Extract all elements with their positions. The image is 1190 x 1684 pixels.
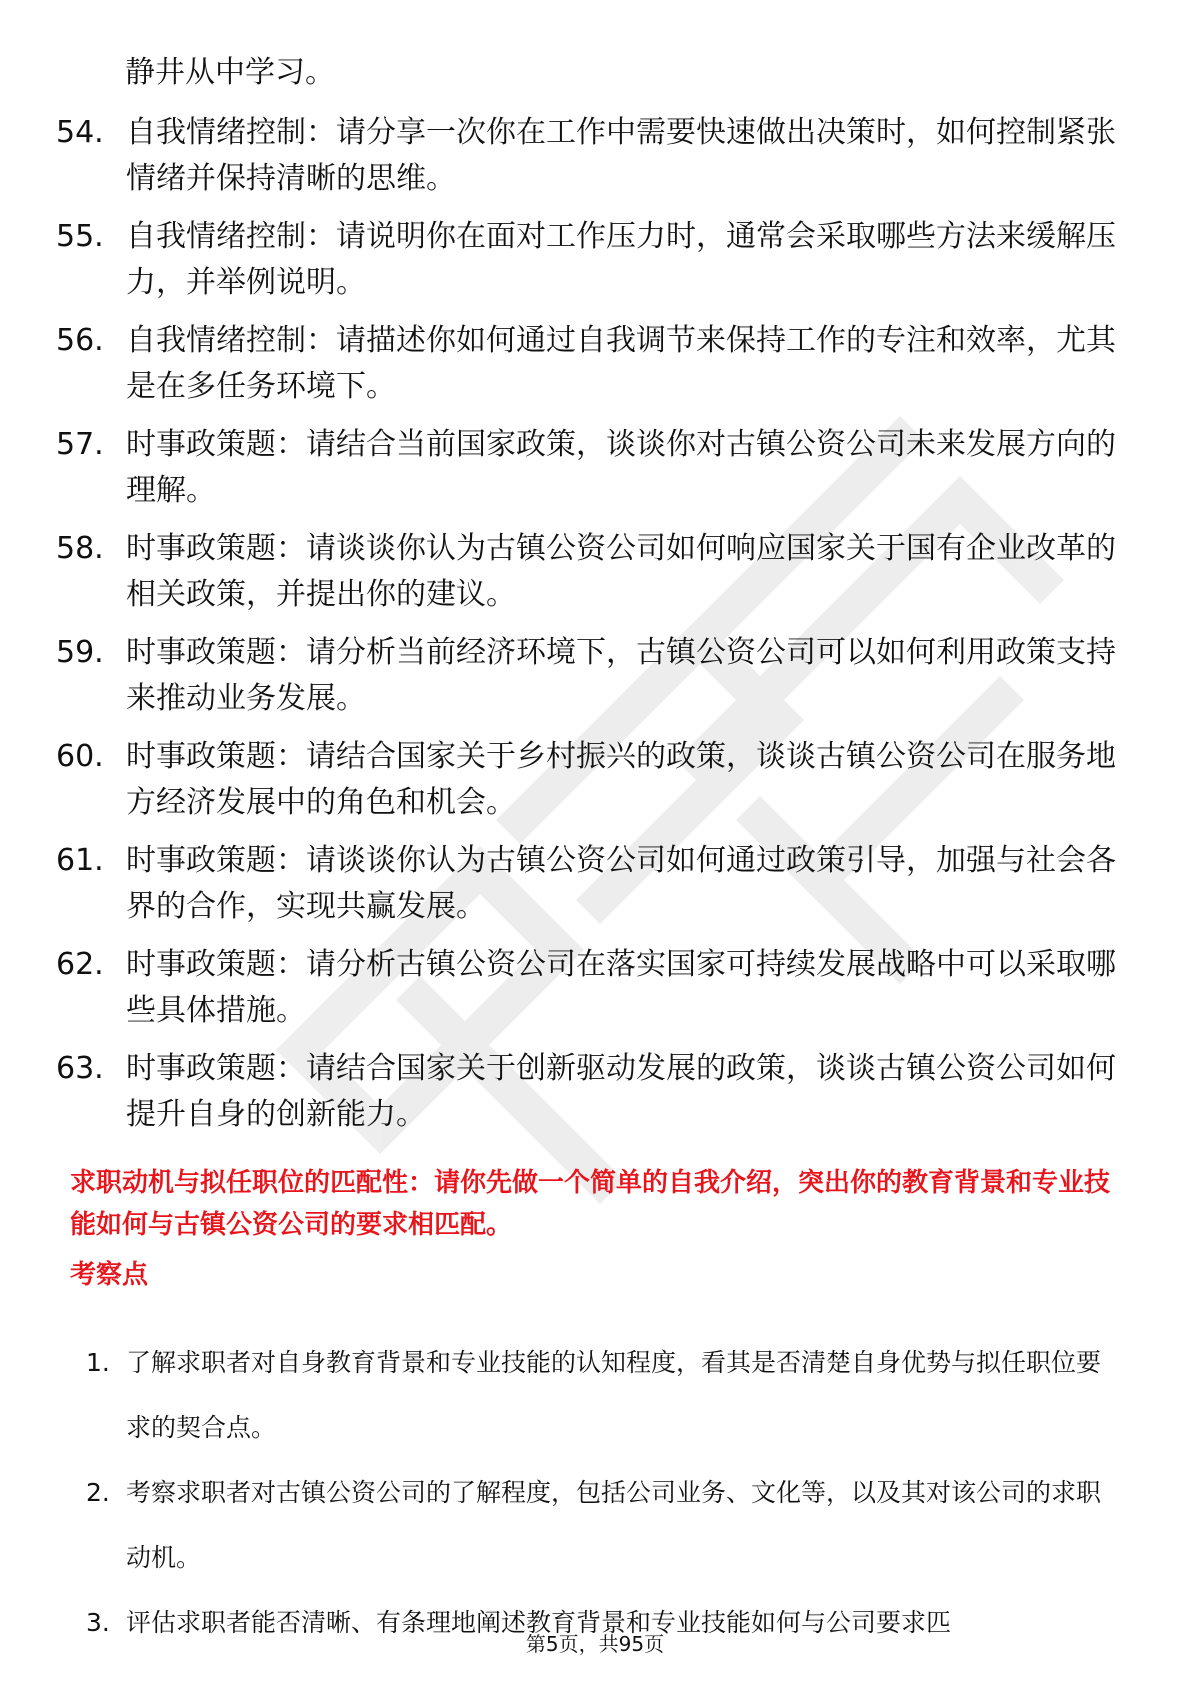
question-item xyxy=(56,1046,1116,1138)
continuation-text: 静井从中学习。 xyxy=(125,55,335,90)
question-item xyxy=(56,942,1116,1034)
question-text: 自我情绪控制：请描述你如何通过自我调节来保持工作的专注和效率，尤其是在多任务环境下。 xyxy=(126,323,1116,404)
question-list xyxy=(56,110,1116,1150)
question-item xyxy=(56,318,1116,410)
question-number: 57. xyxy=(56,427,104,462)
point-number: 1. xyxy=(86,1348,110,1377)
question-item xyxy=(56,630,1116,722)
question-number: 62. xyxy=(56,947,104,982)
point-text: 考察求职者对古镇公资公司的了解程度，包括公司业务、文化等，以及其对该公司的求职动机。 xyxy=(126,1478,1102,1572)
question-item xyxy=(56,110,1116,202)
question-text: 时事政策题：请结合当前国家政策，谈谈你对古镇公资公司未来发展方向的理解。 xyxy=(126,427,1116,508)
point-text: 了解求职者对自身教育背景和专业技能的认知程度，看其是否清楚自身优势与拟任职位要求的契合点。 xyxy=(126,1348,1102,1442)
question-number: 59. xyxy=(56,635,104,670)
question-item xyxy=(56,214,1116,306)
assessment-point-list xyxy=(80,1330,1120,1655)
point-number: 3. xyxy=(86,1608,110,1637)
question-text: 时事政策题：请结合国家关于创新驱动发展的政策，谈谈古镇公资公司如何提升自身的创新能力。 xyxy=(126,1051,1116,1132)
question-number: 58. xyxy=(56,531,104,566)
question-text: 自我情绪控制：请分享一次你在工作中需要快速做出决策时，如何控制紧张情绪并保持清晰的思维。 xyxy=(126,115,1116,196)
section-title: 求职动机与拟任职位的匹配性：请你先做一个简单的自我介绍，突出你的教育背景和专业技能如何与古镇公资公司的要求相匹配。 xyxy=(70,1168,1111,1240)
question-text: 时事政策题：请结合国家关于乡村振兴的政策，谈谈古镇公资公司在服务地方经济发展中的角色和机会。 xyxy=(126,739,1116,820)
question-item xyxy=(56,838,1116,930)
question-item xyxy=(56,734,1116,826)
question-item xyxy=(56,526,1116,618)
question-text: 时事政策题：请谈谈你认为古镇公资公司如何响应国家关于国有企业改革的相关政策，并提出你的建议。 xyxy=(126,531,1116,612)
section-subheading: 考察点 xyxy=(70,1260,149,1290)
question-text: 时事政策题：请分析古镇公资公司在落实国家可持续发展战略中可以采取哪些具体措施。 xyxy=(126,947,1116,1028)
point-text: 评估求职者能否清晰、有条理地阐述教育背景和专业技能如何与公司要求匹 xyxy=(126,1608,952,1637)
assessment-point xyxy=(80,1460,1120,1590)
question-number: 54. xyxy=(56,115,104,150)
question-number: 55. xyxy=(56,219,104,254)
assessment-point xyxy=(80,1330,1120,1460)
question-text: 自我情绪控制：请说明你在面对工作压力时，通常会采取哪些方法来缓解压力，并举例说明。 xyxy=(126,219,1116,300)
question-text: 时事政策题：请分析当前经济环境下，古镇公资公司可以如何利用政策支持来推动业务发展。 xyxy=(126,635,1116,716)
point-number: 2. xyxy=(86,1478,110,1507)
question-number: 61. xyxy=(56,843,104,878)
question-number: 56. xyxy=(56,323,104,358)
page-footer: 第5页，共95页 xyxy=(525,1632,665,1656)
question-text: 时事政策题：请谈谈你认为古镇公资公司如何通过政策引导，加强与社会各界的合作，实现共赢发展。 xyxy=(126,843,1116,924)
question-item xyxy=(56,422,1116,514)
question-number: 60. xyxy=(56,739,104,774)
question-number: 63. xyxy=(56,1051,104,1086)
